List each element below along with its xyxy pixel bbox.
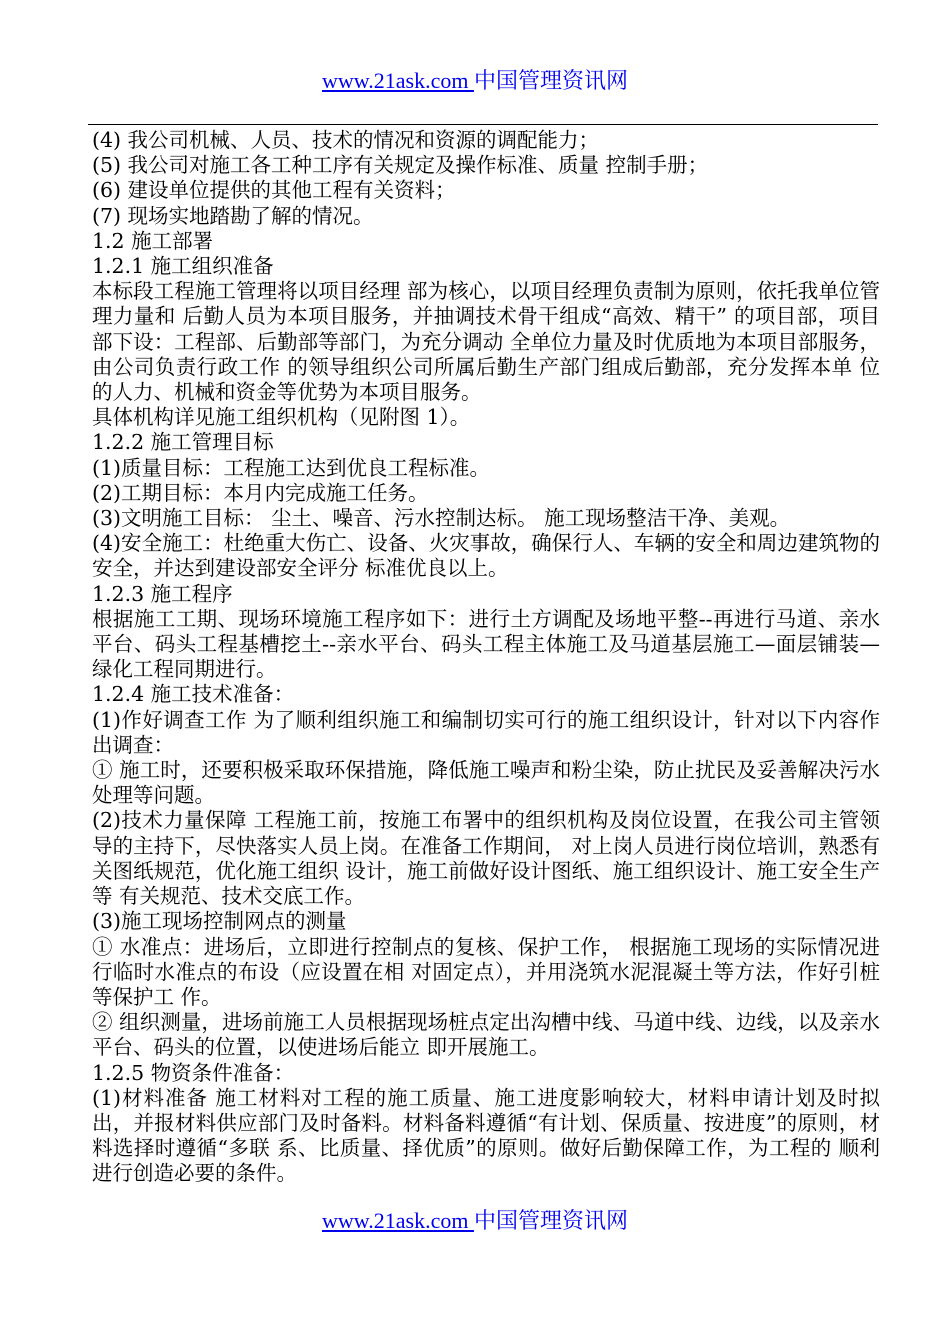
paragraph: 具体机构详见施工组织机构（见附图 1）。 — [92, 405, 471, 430]
paragraph: 本标段工程施工管理将以项目经理 部为核心，以项目经理负责制为原则，依托我单位管理力量和 后勤人员为本项目服务，并抽调技术骨干组成“高效、精干” 的项目部，项目部下设：工程部、后勤部等部门，为充分调动 全单位力量及时优质地为本项目部服务，由公司负责行政工作 的领导组织公司所属后勤生产部门组成后勤部，充分发挥本单 位的人力、机械和资金等优势为本项目服务。 — [92, 279, 880, 405]
page-footer — [0, 1208, 950, 1235]
paragraph: (4) 我公司机械、人员、技术的情况和资源的调配能力； — [92, 128, 600, 152]
header-site-name: 中国管理资讯网 — [473, 69, 628, 94]
paragraph: (6) 建设单位提供的其他工程有关资料； — [92, 178, 456, 203]
paragraph: (1)作好调查工作 为了顺利组织施工和编制切实可行的施工组织设计，针对以下内容作出调查： — [92, 707, 880, 757]
section-heading: 1.2.1 施工组织准备 — [92, 254, 274, 279]
footer-site-link[interactable]: www.21ask.com — [322, 1208, 474, 1233]
section-heading: 1.2.3 施工程序 — [92, 581, 233, 606]
header-site-link[interactable]: www.21ask.com — [322, 68, 474, 93]
paragraph: (1)材料准备 施工材料对工程的施工质量、施工进度影响较大，材料申请计划及时拟出，并报材料供应部门及时备料。材料备料遵循“有计划、保质量、按进度”的原则，材料选择时遵循“多联 系、比质量、择优质”的原则。做好后勤保障工作，为工程的 顺利进行创造必要的条件。 — [92, 1085, 880, 1186]
document-body — [92, 128, 880, 1187]
paragraph: ② 组织测量，进场前施工人员根据现场桩点定出沟槽中线、马道中线、边线，以及亲水平台、码头的位置，以使进场后能立 即开展施工。 — [92, 1010, 880, 1060]
section-heading: 1.2 施工部署 — [92, 228, 214, 253]
paragraph: (3)文明施工目标： 尘土、噪音、污水控制达标。 施工现场整洁干净、美观。 — [92, 506, 791, 531]
paragraph: (1)质量目标：工程施工达到优良工程标准。 — [92, 455, 491, 480]
section-heading: 1.2.2 施工管理目标 — [92, 430, 274, 455]
section-heading: 1.2.4 施工技术准备： — [92, 682, 295, 707]
paragraph: (5) 我公司对施工各工种工序有关规定及操作标准、质量 控制手册； — [92, 153, 709, 178]
footer-site-name: 中国管理资讯网 — [473, 1209, 628, 1234]
paragraph: 根据施工工期、现场环境施工程序如下：进行土方调配及场地平整--再进行马道、亲水平台、码头工程基槽挖土--亲水平台、码头工程主体施工及马道基层施工—面层铺装—绿化工程同期进行。 — [92, 606, 880, 682]
paragraph: ① 水准点：进场后，立即进行控制点的复核、保护工作， 根据施工现场的实际情况进行临时水准点的布设（应设置在相 对固定点），并用浇筑水泥混凝土等方法，作好引桩等保护工 作。 — [92, 934, 880, 1009]
paragraph: ① 施工时，还要积极采取环保措施，降低施工噪声和粉尘染，防止扰民及妥善解决污水处理等问题。 — [92, 758, 880, 808]
paragraph: (2)技术力量保障 工程施工前，按施工布署中的组织机构及岗位设置，在我公司主管领导的主持下，尽快落实人员上岗。在准备工作期间， 对上岗人员进行岗位培训，熟悉有关图纸规范，优化施工组织 设计，施工前做好设计图纸、施工组织设计、施工安全生产等 有关规范、技术交底工作。 — [92, 808, 880, 909]
paragraph: (4)安全施工：杜绝重大伤亡、设备、火灾事故，确保行人、车辆的安全和周边建筑物的安全，并达到建设部安全评分 标准优良以上。 — [92, 531, 880, 581]
section-heading: 1.2.5 物资条件准备： — [92, 1060, 295, 1085]
page-header — [0, 68, 950, 95]
header-rule — [88, 124, 878, 125]
paragraph: (2)工期目标：本月内完成施工任务。 — [92, 480, 429, 505]
paragraph: (7) 现场实地踏勘了解的情况。 — [92, 203, 374, 228]
paragraph: (3)施工现场控制网点的测量 — [92, 909, 347, 934]
